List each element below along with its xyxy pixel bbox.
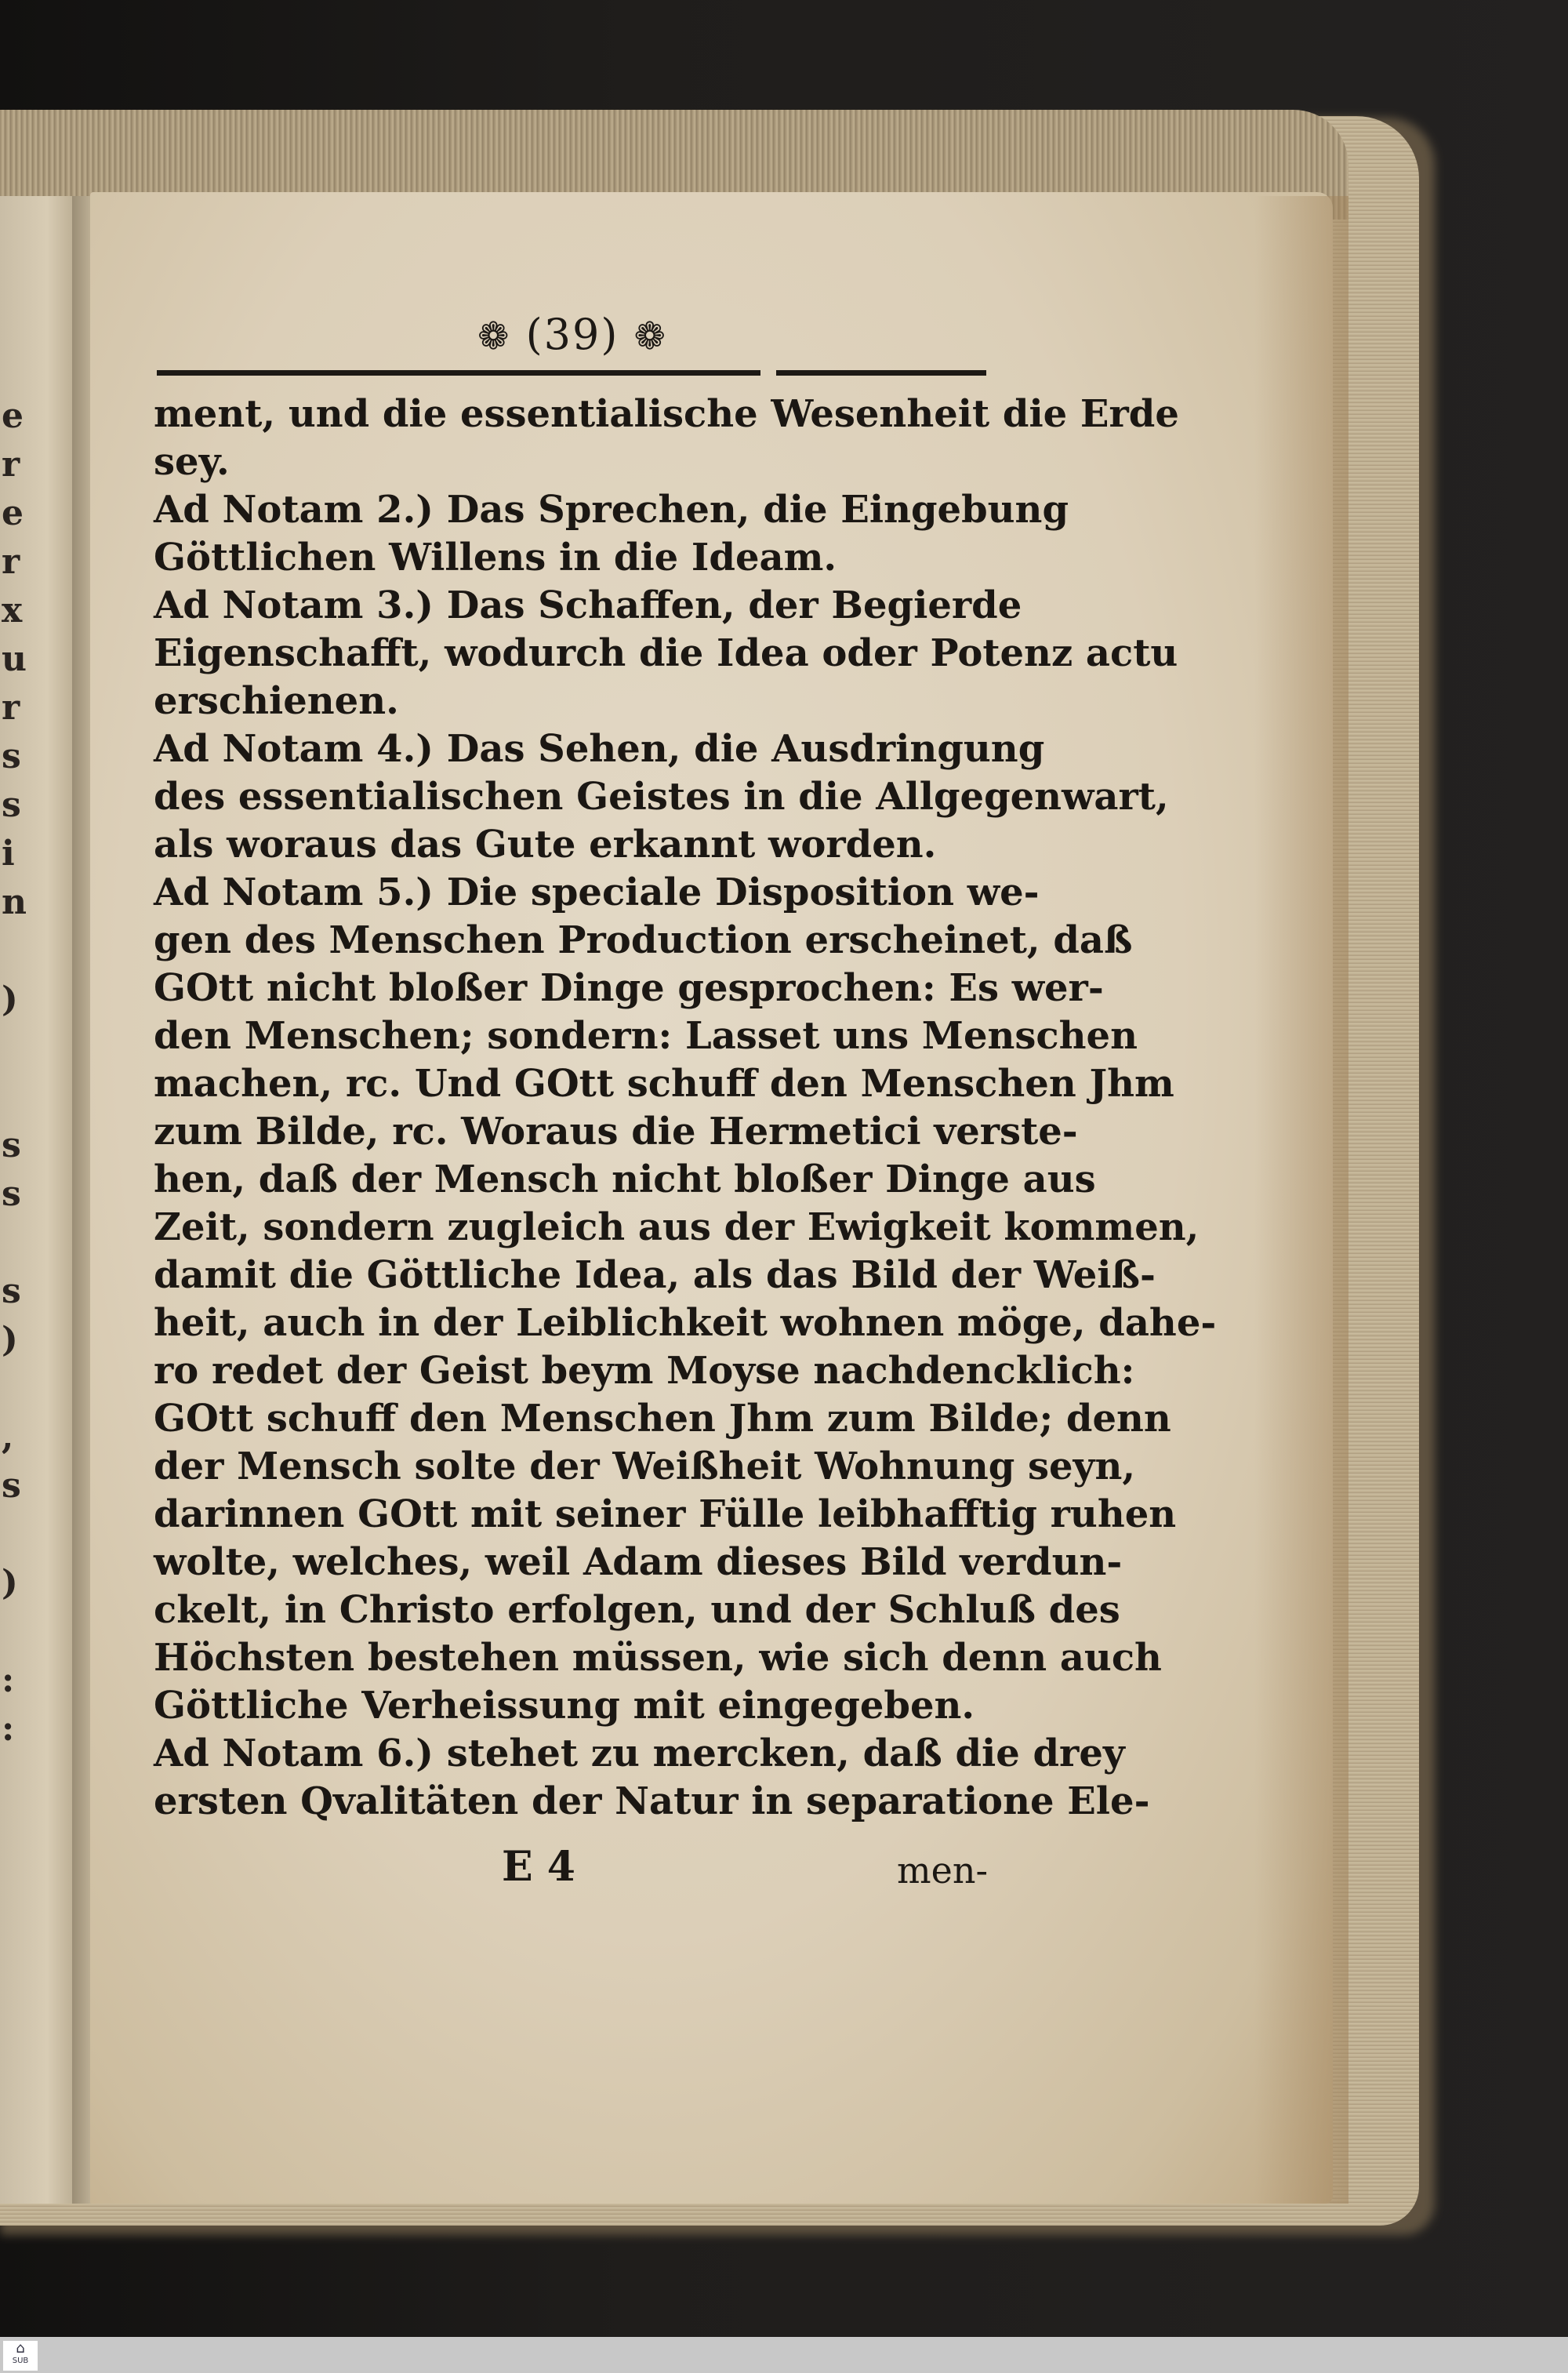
text-line: darinnen GOtt mit seiner Fülle leibhafftig ruhen (154, 1492, 1177, 1536)
left-margin-glyph: r (2, 688, 20, 728)
left-margin-glyph: r (2, 445, 20, 485)
text-line: Ad Notam 5.) Die speciale Disposition we- (154, 870, 1040, 914)
page-footer (502, 1843, 988, 1898)
text-line: erschienen. (154, 679, 399, 723)
left-margin-glyph: r (2, 542, 20, 582)
catchword: men- (896, 1849, 988, 1891)
text-line: GOtt nicht bloßer Dinge gesprochen: Es wer- (154, 966, 1104, 1010)
page-number: (39) (525, 310, 619, 359)
text-line: Ad Notam 3.) Das Schaffen, der Begierde (154, 583, 1022, 627)
text-line: ckelt, in Christo erfolgen, und der Schluß des (154, 1588, 1120, 1632)
text-line: Göttlichen Willens in die Ideam. (154, 536, 837, 580)
left-margin-glyph: ) (2, 979, 18, 1019)
left-margin-glyph: s (2, 1466, 21, 1506)
left-margin-glyph: e (2, 493, 24, 533)
left-margin-glyph: ) (2, 1563, 18, 1603)
left-margin-glyph: ) (2, 1320, 18, 1360)
left-margin-glyph: x (2, 591, 23, 630)
left-margin-glyph: s (2, 1125, 21, 1165)
text-line: damit die Göttliche Idea, als das Bild der Weiß- (154, 1253, 1156, 1297)
text-line: als woraus das Gute erkannt worden. (154, 823, 937, 867)
text-line: Göttliche Verheissung mit eingegeben. (154, 1684, 975, 1728)
text-line: machen, rc. Und GOtt schuff den Menschen Jhm (154, 1062, 1174, 1106)
viewer-bottom-bar (0, 2337, 1568, 2373)
text-line: wolte, welches, weil Adam dieses Bild verdun- (154, 1540, 1123, 1584)
text-line: Ad Notam 2.) Das Sprechen, die Eingebung (154, 488, 1069, 532)
library-logo-text: SUB (12, 2357, 29, 2365)
header-ornament-left-icon: ❁ (477, 314, 511, 358)
header-rule-right (776, 370, 986, 376)
left-margin-glyph: s (2, 736, 21, 776)
page-text (154, 391, 1217, 1826)
left-margin-glyph (2, 1608, 22, 1656)
text-line: Ad Notam 6.) stehet zu mercken, daß die drey (154, 1732, 1125, 1775)
text-line: sey. (154, 440, 230, 484)
text-line: zum Bilde, rc. Woraus die Hermetici verste- (154, 1110, 1078, 1154)
text-line: der Mensch solte der Weißheit Wohnung seyn, (154, 1445, 1136, 1488)
text-line: ersten Qvalitäten der Natur in separatione Ele- (154, 1779, 1150, 1823)
left-page-text-fragments (2, 392, 27, 1882)
header-ornament-right-icon: ❁ (633, 314, 667, 358)
left-margin-glyph: s (2, 785, 21, 825)
text-line: GOtt schuff den Menschen Jhm zum Bilde; denn (154, 1397, 1171, 1441)
left-margin-glyph: u (2, 639, 27, 679)
text-line: Eigenschafft, wodurch die Idea oder Potenz actu (154, 631, 1178, 675)
signature-mark: E 4 (502, 1843, 575, 1891)
left-margin-glyph: e (2, 396, 24, 436)
left-margin-glyph: : (2, 1660, 15, 1700)
header-rule-left (157, 370, 760, 376)
text-line: gen des Menschen Production erscheinet, daß (154, 918, 1133, 962)
left-margin-glyph (2, 1073, 22, 1121)
text-line: den Menschen; sondern: Lasset uns Menschen (154, 1014, 1138, 1058)
left-margin-glyph (2, 927, 22, 976)
text-line: des essentialischen Geistes in die Allgegenwart, (154, 775, 1169, 819)
left-margin-glyph: , (2, 1417, 14, 1457)
left-margin-glyph (2, 1024, 22, 1073)
text-line: ment, und die essentialische Wesenheit die Erde (154, 392, 1179, 436)
left-margin-glyph: s (2, 1174, 21, 1214)
text-line: Höchsten bestehen müssen, wie sich denn auch (154, 1636, 1162, 1680)
left-margin-glyph (2, 1365, 22, 1413)
left-margin-glyph: n (2, 882, 27, 922)
library-logo[interactable] (3, 2341, 38, 2371)
left-margin-glyph: : (2, 1709, 15, 1749)
left-margin-glyph (2, 1510, 22, 1559)
text-line: Zeit, sondern zugleich aus der Ewigkeit kommen, (154, 1205, 1200, 1249)
left-margin-glyph: i (2, 834, 15, 874)
left-margin-glyph: s (2, 1271, 21, 1311)
text-line: heit, auch in der Leiblichkeit wohnen möge, dahe- (154, 1301, 1217, 1345)
text-line: ro redet der Geist beym Moyse nachdencklich: (154, 1349, 1135, 1393)
page-header (157, 310, 988, 359)
text-line: Ad Notam 4.) Das Sehen, die Ausdringung (154, 727, 1045, 771)
library-logo-icon: ⌂ (16, 2340, 25, 2357)
left-margin-glyph (2, 1219, 22, 1267)
page-right-shade (1254, 196, 1348, 2204)
text-line: hen, daß der Mensch nicht bloßer Dinge aus (154, 1157, 1096, 1201)
